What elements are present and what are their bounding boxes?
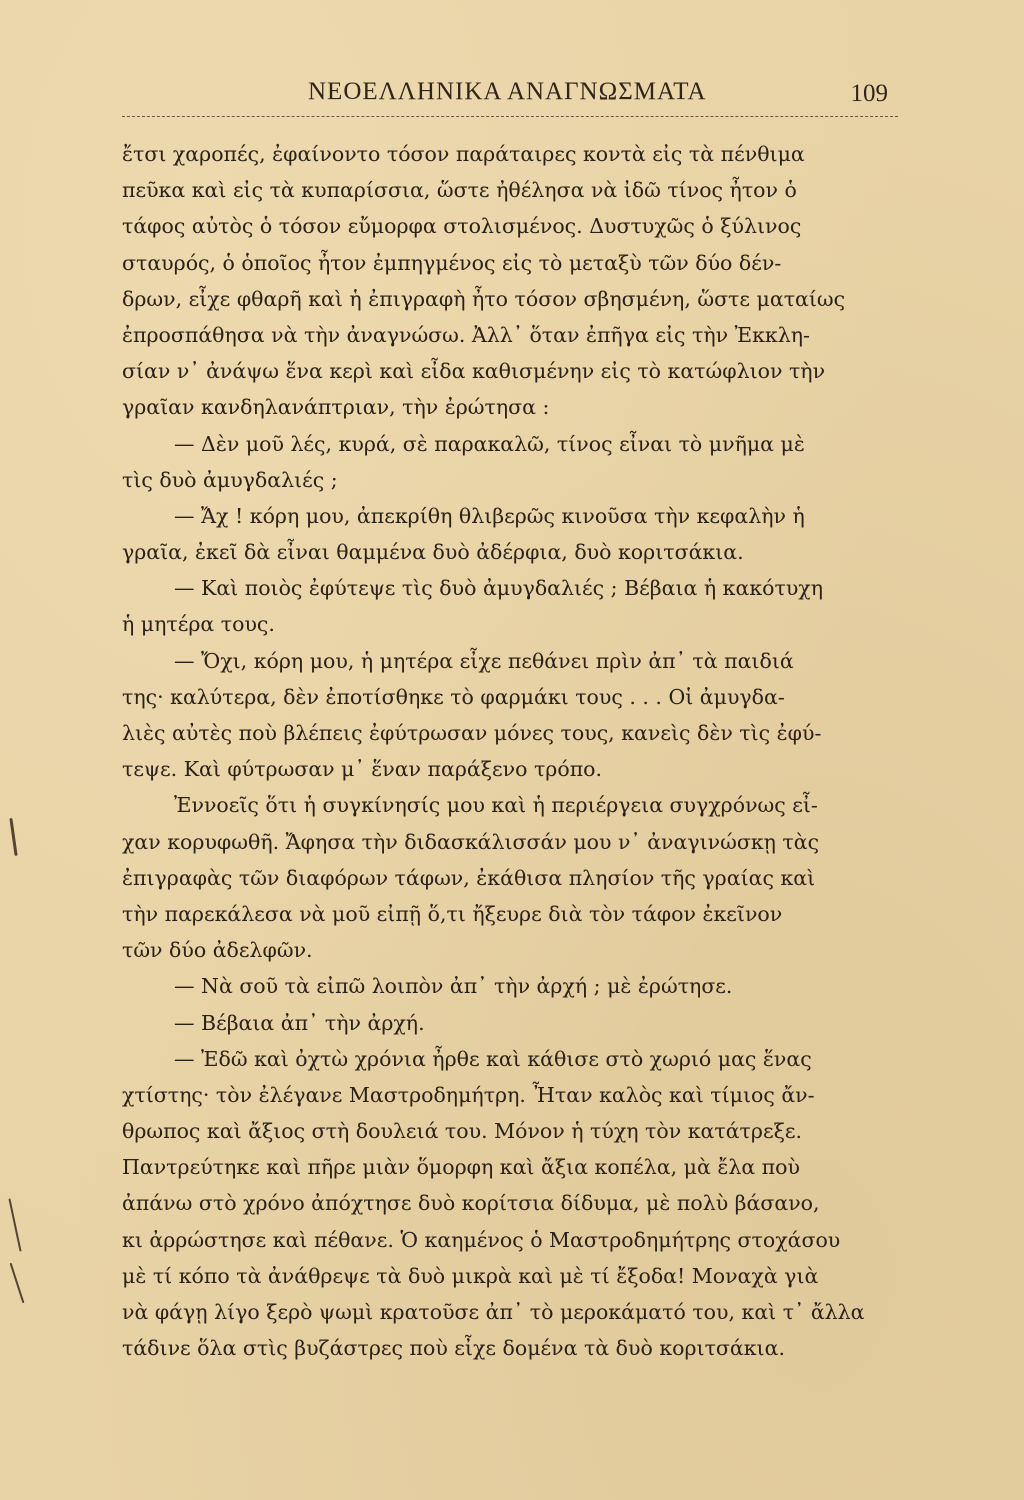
running-title: ΝΕΟΕΛΛΗΝΙΚΑ ΑΝΑΓΝΩΣΜΑΤΑ	[308, 78, 707, 105]
text-line: τὴν παρεκάλεσα νὰ μοῦ εἰπῇ ὅ,τι ἤξευρε διὰ τὸν τάφον ἐκεῖνον	[122, 901, 783, 926]
text-line: — Ἄχ ! κόρη μου, ἀπεκρίθη θλιβερῶς κινοῦσα τὴν κεφαλὴν ἡ	[174, 503, 805, 528]
text-line: της· καλύτερα, δὲν ἐποτίσθηκε τὸ φαρμάκι τους . . . Οἱ ἀμυγδα-	[122, 684, 785, 709]
text-line: τεψε. Καὶ φύτρωσαν μ᾽ ἕναν παράξενο τρόπο.	[122, 757, 603, 782]
text-line: τὶς δυὸ ἀμυγδαλιές ;	[122, 467, 338, 492]
text-line: — Καὶ ποιὸς ἐφύτεψε τὶς δυὸ ἀμυγδαλιές ; Βέβαια ἡ κακότυχη	[174, 576, 823, 601]
text-line: λιὲς αὐτὲς ποὺ βλέπεις ἐφύτρωσαν μόνες τους, κανεὶς δὲν τὶς ἐφύ-	[122, 721, 822, 745]
text-line: — Νὰ σοῦ τὰ εἰπῶ λοιπὸν ἀπ᾽ τὴν ἀρχή ; μὲ ἐρώτησε.	[174, 974, 733, 999]
text-line: ἔτσι χαροπές, ἐφαίνοντο τόσον παράταιρες κοντὰ εἰς τὰ πένθιμα	[122, 142, 805, 166]
text-line: σταυρός, ὁ ὁποῖος ἦτον ἐμπηγμένος εἰς τὸ μεταξὺ τῶν δύο δέν-	[122, 250, 782, 275]
text-line: δρων, εἶχε φθαρῆ καὶ ἡ ἐπιγραφὴ ἦτο τόσον σβησμένη, ὥστε ματαίως	[122, 286, 846, 311]
text-line: τάδινε ὅλα στὶς βυζάστρες ποὺ εἶχε δομένα τὰ δυὸ κοριτσάκια.	[122, 1336, 785, 1361]
text-line: ἀπάνω στὸ χρόνο ἀπόχτησε δυὸ κορίτσια δίδυμα, μὲ πολὺ βάσανο,	[122, 1191, 820, 1216]
margin-ink-mark	[10, 1263, 25, 1304]
text-line: ἐπροσπάθησα νὰ τὴν ἀναγνώσω. Ἀλλ᾽ ὅταν ἐπῆγα εἰς τὴν Ἐκκλη-	[122, 322, 810, 347]
text-line: μὲ τί κόπο τὰ ἀνάθρεψε τὰ δυὸ μικρὰ καὶ μὲ τί ἔξοδα! Μοναχὰ γιὰ	[122, 1263, 819, 1288]
text-line: τάφος αὐτὸς ὁ τόσον εὔμορφα στολισμένος. Δυστυχῶς ὁ ξύλινος	[122, 214, 802, 239]
text-line: χτίστης· τὸν ἐλέγανε Μαστροδημήτρη. Ἦταν καλὸς καὶ τίμιος ἄν-	[122, 1082, 815, 1107]
margin-ink-mark	[9, 818, 17, 856]
header-divider	[122, 116, 898, 117]
text-line: γραῖα, ἐκεῖ δὰ εἶναι θαμμένα δυὸ ἀδέρφια, δυὸ κοριτσάκια.	[122, 540, 744, 565]
text-line: ἡ μητέρα τους.	[122, 612, 275, 637]
page-number: 109	[850, 80, 888, 107]
text-line: τῶν δύο ἀδελφῶν.	[122, 938, 313, 963]
body-text	[122, 136, 900, 1366]
text-line: χαν κορυφωθῆ. Ἄφησα τὴν διδασκάλισσάν μου ν᾽ ἀναγινώσκῃ τὰς	[122, 829, 820, 854]
text-line: νὰ φάγῃ λίγο ξερὸ ψωμὶ κρατοῦσε ἀπ᾽ τὸ μεροκάματό του, καὶ τ᾽ ἄλλα	[122, 1300, 865, 1324]
text-line: — Βέβαια ἀπ᾽ τὴν ἀρχή.	[174, 1010, 425, 1035]
margin-ink-mark	[8, 1198, 21, 1251]
text-line: γραῖαν κανδηλανάπτριαν, τὴν ἐρώτησα :	[122, 395, 550, 420]
text-line: Ἐννοεῖς ὅτι ἡ συγκίνησίς μου καὶ ἡ περιέργεια συγχρόνως εἶ-	[174, 793, 818, 818]
text-line: — Δὲν μοῦ λές, κυρά, σὲ παρακαλῶ, τίνος εἶναι τὸ μνῆμα μὲ	[174, 431, 805, 456]
text-line: θρωπος καὶ ἄξιος στὴ δουλειά του. Μόνον ἡ τύχη τὸν κατάτρεξε.	[122, 1119, 802, 1144]
text-line: σίαν ν᾽ ἀνάψω ἕνα κερὶ καὶ εἶδα καθισμένην εἰς τὸ κατώφλιον τὴν	[122, 359, 826, 384]
text-line: ἐπιγραφὰς τῶν διαφόρων τάφων, ἐκάθισα πλησίον τῆς γραίας καὶ	[122, 865, 816, 890]
text-line: — Ἐδῶ καὶ ὀχτὼ χρόνια ἦρθε καὶ κάθισε στὸ χωριό μας ἕνας	[174, 1046, 812, 1071]
running-header	[122, 74, 898, 114]
text-line: — Ὄχι, κόρη μου, ἡ μητέρα εἶχε πεθάνει πρὶν ἀπ᾽ τὰ παιδιά	[174, 648, 794, 673]
text-line: πεῦκα καὶ εἰς τὰ κυπαρίσσια, ὥστε ἠθέλησα νὰ ἰδῶ τίνος ἦτον ὁ	[122, 178, 797, 203]
text-line: κι ἀρρώστησε καὶ πέθανε. Ὁ καημένος ὁ Μαστροδημήτρης στοχάσου	[122, 1227, 841, 1252]
text-line: Παντρεύτηκε καὶ πῆρε μιὰν ὅμορφη καὶ ἄξια κοπέλα, μὰ ἔλα ποὺ	[122, 1155, 800, 1180]
